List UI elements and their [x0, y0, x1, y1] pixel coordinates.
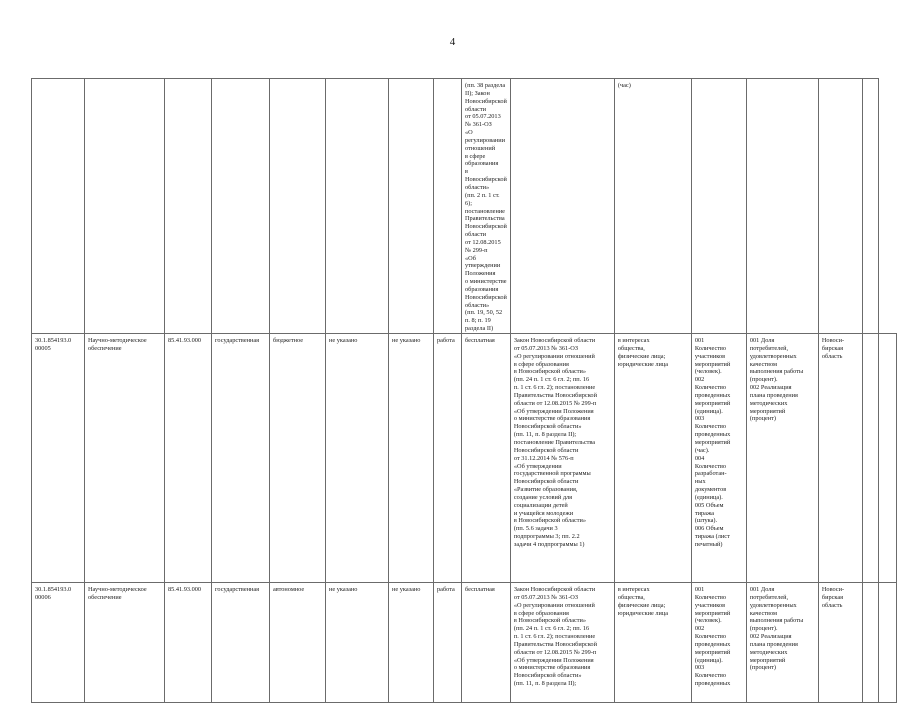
- cell-extra-1: [862, 334, 878, 583]
- cell-institution-type: [270, 583, 326, 703]
- cell-code: [32, 79, 85, 334]
- cell-consumers: [614, 79, 691, 334]
- cell-kind: [434, 583, 462, 703]
- cell-legal-basis: [510, 583, 614, 703]
- cell-text: в интересах общества, физические лица; юридические лица: [617, 586, 669, 617]
- cell-text: не указано: [392, 337, 421, 344]
- cell-okved: [165, 583, 212, 703]
- cell-extra-1: [862, 79, 878, 334]
- cell-content-2: [389, 79, 434, 334]
- cell-text: Новоси- бирская область: [821, 337, 845, 360]
- cell-text: не указано: [329, 586, 358, 593]
- cell-name: [85, 334, 165, 583]
- cell-content-2: [389, 334, 434, 583]
- cell-text: 001 Количество участников мероприятий (человек). 002 Количество проведенных мероприятий (единица). 003 Количество проведенных мероприятий (час). 004 Количество разработан- ных документов (единица). 005 Объем тиража (штука). 006 Объем тиража (лист печатный): [694, 337, 731, 548]
- cell-institution-type: [270, 334, 326, 583]
- cell-territory: [818, 334, 862, 583]
- cell-name: [85, 79, 165, 334]
- table-body: [32, 79, 897, 703]
- table-row: [32, 583, 897, 703]
- cell-territory: [818, 583, 862, 703]
- cell-legal-basis: [510, 79, 614, 334]
- cell-extra-1: [862, 583, 878, 703]
- cell-name: [85, 583, 165, 703]
- cell-content-2: [389, 583, 434, 703]
- cell-quality-indicators: [746, 334, 818, 583]
- cell-text: автономное: [273, 586, 305, 593]
- cell-text: бюджетное: [273, 337, 303, 344]
- cell-quality-indicators: [746, 583, 818, 703]
- cell-text: 30.1.854193.0 00005: [35, 337, 72, 352]
- cell-text: бесплатная: [465, 586, 495, 593]
- table-row: [32, 334, 897, 583]
- page-number: 4: [449, 36, 456, 48]
- cell-text: Научно-методическое обеспечение: [88, 586, 147, 601]
- registry-table: [31, 78, 897, 703]
- cell-text: 001 Доля потребителей, удовлетворенных качеством выполнения работы (процент). 002 Реализация плана проведения методических мероприятий (процент): [749, 337, 804, 423]
- cell-text: государственная: [215, 586, 260, 593]
- cell-text: не указано: [329, 337, 358, 344]
- cell-consumers: [614, 334, 691, 583]
- cell-text: Новоси- бирская область: [821, 586, 845, 609]
- cell-okved: [165, 334, 212, 583]
- cell-text: (час): [617, 82, 631, 89]
- cell-kind: [434, 79, 462, 334]
- cell-text: государственная: [215, 337, 260, 344]
- cell-ownership: [212, 79, 270, 334]
- cell-text: бесплатная: [465, 337, 495, 344]
- cell-volume-indicators: [691, 583, 746, 703]
- cell-text: работа: [437, 337, 455, 344]
- cell-text: в интересах общества, физические лица; юридические лица: [617, 337, 669, 368]
- cell-content-1: [326, 334, 389, 583]
- cell-quality-indicators: [746, 79, 818, 334]
- cell-content-1: [326, 79, 389, 334]
- cell-text: 85.41.93.000: [168, 586, 202, 593]
- cell-text: 85.41.93.000: [168, 337, 202, 344]
- cell-kind: [434, 334, 462, 583]
- cell-text: 001 Доля потребителей, удовлетворенных качеством выполнения работы (процент). 002 Реализация плана проведения методических мероприятий (процент): [749, 586, 804, 672]
- cell-payment: [462, 334, 511, 583]
- cell-text: работа: [437, 586, 455, 593]
- cell-institution-type: [270, 79, 326, 334]
- cell-extra-2: [878, 583, 896, 703]
- cell-volume-indicators: [691, 79, 746, 334]
- cell-ownership: [212, 334, 270, 583]
- cell-consumers: [614, 583, 691, 703]
- cell-payment: [462, 79, 511, 334]
- cell-text: Научно-методическое обеспечение: [88, 337, 147, 352]
- cell-text: (пп. 38 раздела II); Закон Новосибирской области от 05.07.2013 № 361-ОЗ «О регулировании отношений в сфере образования в Новосибирской области» (пп. 2 п. 1 ст. 6); постановление Правительства Новосибирской области от 12.08.2015 № 299-п «Об утверждении Положения о министерстве образования Новосибирской области» (пп. 19, 50, 52 п. 8; п. 19 раздела II): [465, 82, 507, 333]
- cell-text: Закон Новосибирской области от 05.07.2013 № 361-ОЗ «О регулировании отношений в сфере образования в Новосибирской области» (пп. 24 п. 1 ст. 6 гл. 2; пп. 16 п. 1 ст. 6 гл. 2); постановление Правительства Новосибирской области от 12.08.2015 № 299-п «Об утверждении Положения о министерстве образования Новосибирской области» (пп. 11, п. 8 раздела II);: [513, 586, 597, 688]
- cell-text: Закон Новосибирской области от 05.07.2013 № 361-ОЗ «О регулировании отношений в сфере образования в Новосибирской области» (пп. 24 п. 1 ст. 6 гл. 2; пп. 16 п. 1 ст. 6 гл. 2); постановление Правительства Новосибирской области от 12.08.2015 № 299-п «Об утверждении Положения о министерстве образования Новосибирской области» (пп. 11, п. 8 раздела II); постановление Правительства Новосибирской области от 31.12.2014 № 576-п «Об утверждении государственной программы Новосибирской области «Развитие образования, создание условий для социализации детей и учащейся молодежи в Новосибирской области» (пп. 5.6 задачи 3 подпрограммы 3; пп. 2.2 задачи 4 подпрограммы 1): [513, 337, 597, 548]
- cell-text: не указано: [392, 586, 421, 593]
- cell-payment: [462, 583, 511, 703]
- cell-okved: [165, 79, 212, 334]
- cell-territory: [818, 79, 862, 334]
- cell-extra-2: [878, 334, 896, 583]
- cell-volume-indicators: [691, 334, 746, 583]
- cell-legal-basis: [510, 334, 614, 583]
- cell-code: [32, 334, 85, 583]
- cell-text: 30.1.854193.0 00006: [35, 586, 72, 601]
- cell-content-1: [326, 583, 389, 703]
- cell-text: 001 Количество участников мероприятий (человек). 002 Количество проведенных мероприятий (единица). 003 Количество проведенных: [694, 586, 731, 688]
- table-row: [32, 79, 897, 334]
- cell-ownership: [212, 583, 270, 703]
- cell-code: [32, 583, 85, 703]
